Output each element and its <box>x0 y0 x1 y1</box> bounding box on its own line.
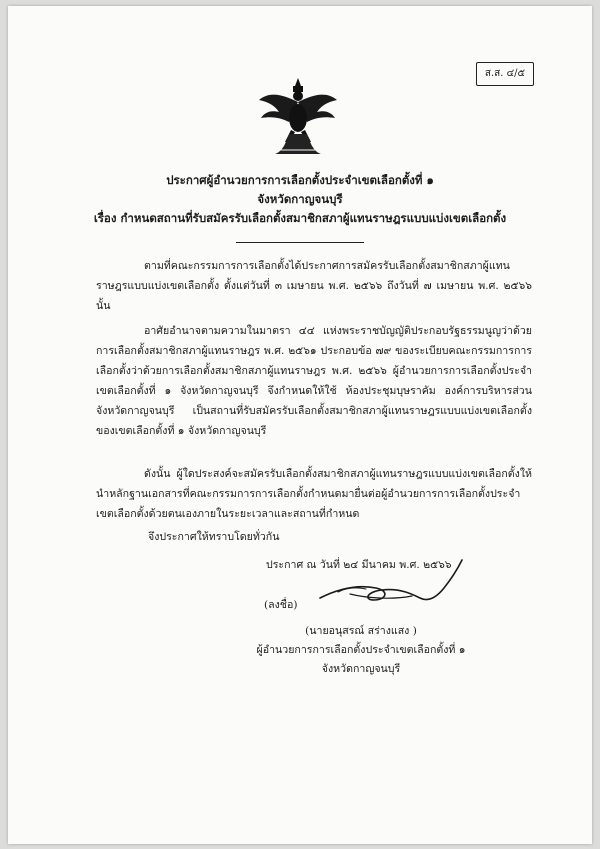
announcement-title: ประกาศผู้อำนวยการการเลือกตั้งประจำเขตเลือกตั้งที่ ๑ <box>166 173 434 187</box>
closing-statement: จึงประกาศให้ทราบโดยทั่วกัน <box>148 531 280 543</box>
announcement-subject: เรื่อง กำหนดสถานที่รับสมัครรับเลือกตั้งสมาชิกสภาผู้แทนราษฎรแบบแบ่งเขตเลือกตั้ง <box>93 211 507 225</box>
signer-position: ผู้อำนวยการการเลือกตั้งประจำเขตเลือกตั้งที่ ๑ <box>256 644 466 656</box>
announcement-province: จังหวัดกาญจนบุรี <box>257 192 343 206</box>
handwritten-signature-icon <box>316 554 466 614</box>
garuda-emblem-icon <box>255 76 341 156</box>
signer-province: จังหวัดกาญจนบุรี <box>321 663 401 675</box>
document-page <box>8 6 592 844</box>
header-divider <box>236 242 364 243</box>
form-code-badge: ส.ส. ๔/๕ <box>476 62 534 86</box>
body-paragraph-1: ตามที่คณะกรรมการการเลือกตั้งได้ประกาศการสมัครรับเลือกตั้งสมาชิกสภาผู้แทนราษฎรแบบแบ่งเขตเลือกตั้ง ตั้งแต่วันที่ ๓ เมษายน พ.ศ. ๒๕๖๖ ถึงวันที่ ๗ เมษายน พ.ศ. ๒๕๖๖ นั้น <box>96 260 532 312</box>
signer-name: (นายอนุสรณ์ สร่างแสง ) <box>305 625 417 637</box>
body-paragraph-3: ดังนั้น ผู้ใดประสงค์จะสมัครรับเลือกตั้งสมาชิกสภาผู้แทนราษฎรแบบแบ่งเขตเลือกตั้งให้นำหลักฐานเอกสารที่คณะกรรมการการเลือกตั้งกำหนดมายื่นต่อผู้อำนวยการการเลือกตั้งประจำเขตเลือกตั้งด้วยตนเองภายในระยะเวลาและสถานที่กำหนด <box>96 468 532 520</box>
body-paragraph-2: อาศัยอำนาจตามความในมาตรา ๔๔ แห่งพระราชบัญญัติประกอบรัฐธรรมนูญว่าด้วยการเลือกตั้งสมาชิกสภาผู้แทนราษฎร พ.ศ. ๒๕๖๑ ประกอบข้อ ๗๙ ของระเบียบคณะกรรมการการเลือกตั้งว่าด้วยการเลือกตั้งสมาชิกสภาผู้แทนราษฎร พ.ศ. ๒๕๖๖ ผู้อำนวยการการเลือกตั้งประจำเขตเลือกตั้งที่ ๑ จังหวัดกาญจนบุรี จึงกำหนดให้ใช้ ห้องประชุมบุษราคัม องค์การบริหารส่วนจังหวัดกาญจนบุรี เป็นสถานที่รับสมัครรับเลือกตั้งสมาชิกสภาผู้แทนราษฎรแบบแบ่งเขตเลือกตั้งของเขตเลือกตั้งที่ ๑ จังหวัดกาญจนบุรี <box>96 325 532 437</box>
signed-label: (ลงชื่อ) <box>264 599 298 611</box>
announcement-date: ประกาศ ณ วันที่ ๒๔ มีนาคม พ.ศ. ๒๕๖๖ <box>266 559 452 571</box>
